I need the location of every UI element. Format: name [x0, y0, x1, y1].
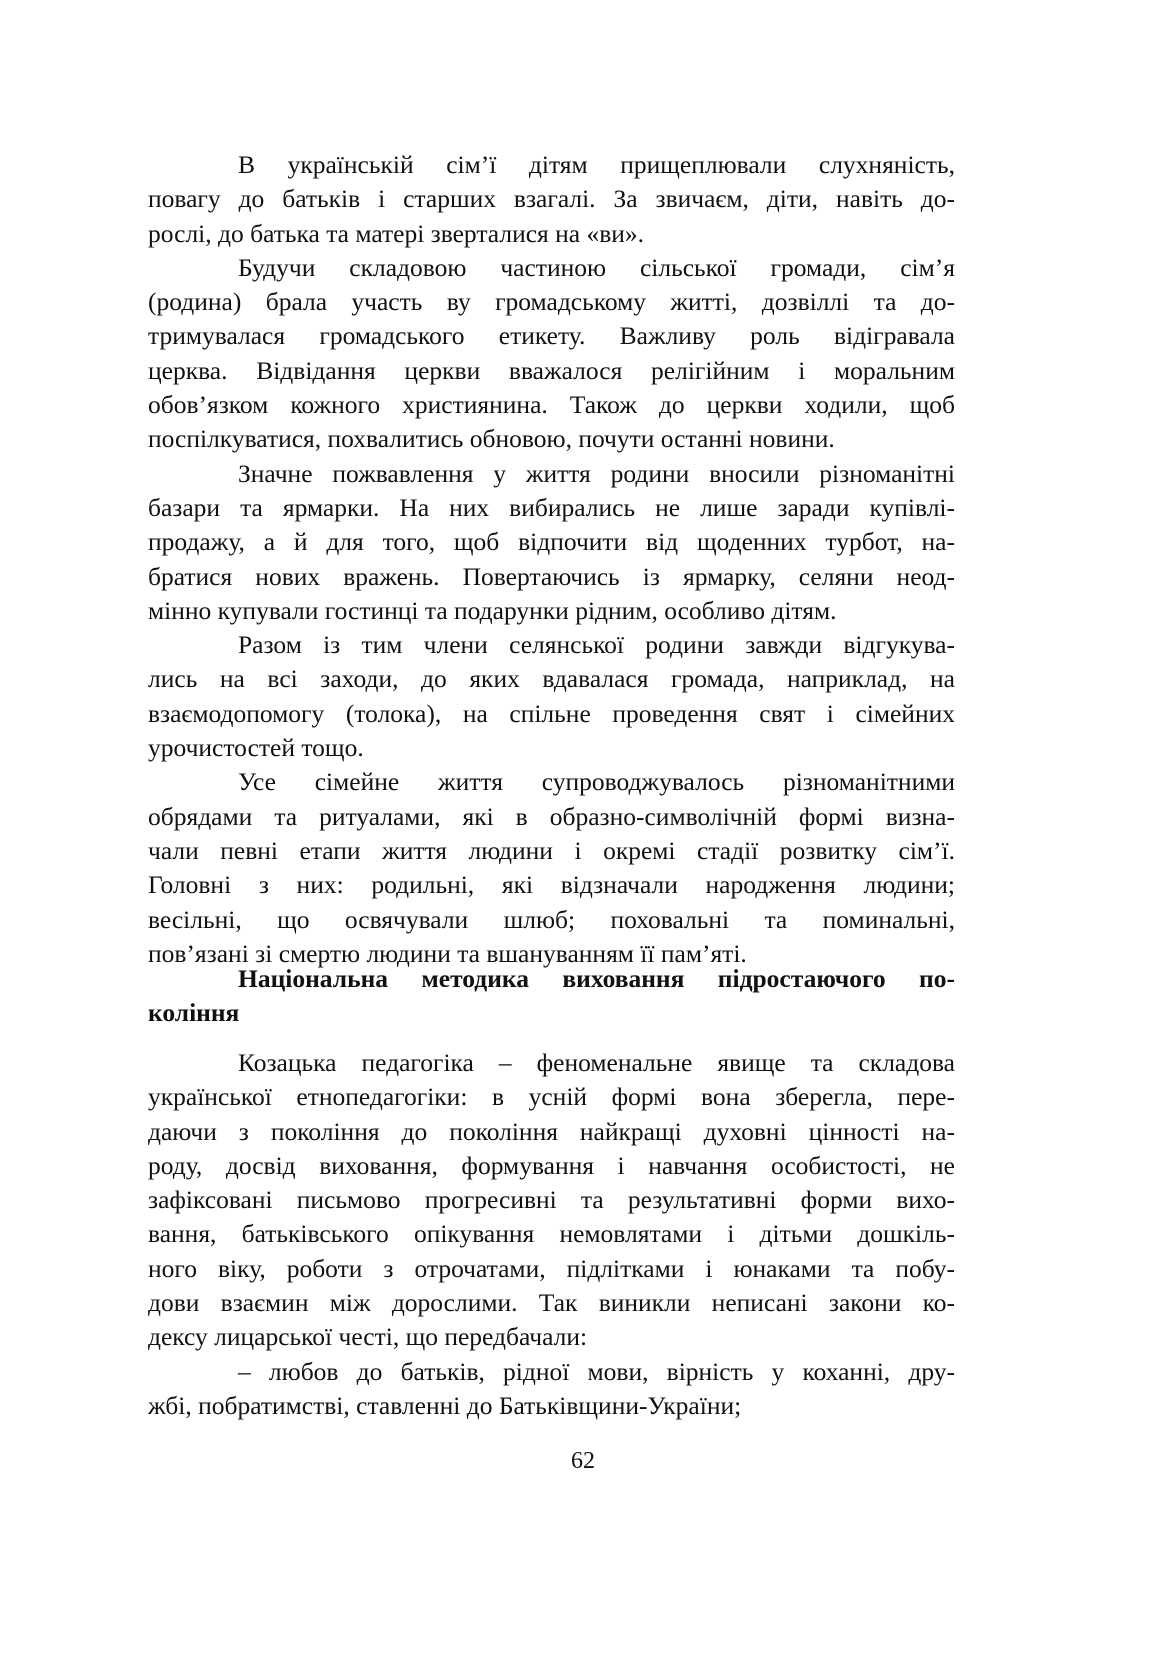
body-text-bottom [148, 1046, 955, 1423]
heading-line: Національна методика виховання підростаючого по- [238, 964, 955, 993]
text-line: обрядами та ритуалами, які в образно-символічній формі визна- [148, 801, 955, 831]
text-line: даючи з покоління до покоління найкращі духовні цінності на- [148, 1116, 955, 1146]
text-line: дови взаємин між дорослими. Так виникли неписані закони ко- [148, 1288, 955, 1318]
text-line: церква. Відвідання церкви вважалося релігійним і моральним [148, 355, 955, 385]
text-line: (родина) брала участь ву громадському житті, дозвіллі та до- [148, 287, 955, 317]
text-line: продажу, а й для того, щоб відпочити від щоденних турбот, на- [148, 527, 955, 557]
text-line: Козацька педагогіка – феноменальне явище та складова [238, 1048, 955, 1077]
text-line: Усе сімейне життя супроводжувалось різноманітними [238, 767, 955, 797]
paragraph [148, 765, 955, 971]
text-line: поспілкуватися, похвалитись обновою, почути останні новини. [148, 424, 835, 454]
text-line: роду, досвід виховання, формування і навчання особистості, не [148, 1150, 955, 1180]
text-line: тримувалася громадського етикету. Важливу роль відігравала [148, 321, 955, 351]
text-line: вання, батьківського опікування немовлятами і дітьми дошкіль- [148, 1219, 955, 1249]
text-line: В українській сім’ї дітям прищеплювали слухняність, [238, 150, 955, 179]
text-line: мінно купували гостинці та подарунки рідним, особливо дітям. [148, 595, 837, 625]
paragraph [148, 628, 955, 765]
text-line: Разом із тим члени селянської родини завжди відгукува- [238, 630, 955, 660]
text-line: Головні з них: родильні, які відзначали народження людини; [148, 870, 955, 900]
text-line: зафіксовані письмово прогресивні та результативні форми вихо- [148, 1185, 955, 1215]
text-line: базари та ярмарки. На них вибирались не лише заради купівлі- [148, 492, 955, 522]
page-number: 62 [571, 1448, 595, 1474]
paragraph [148, 1046, 955, 1355]
text-line: весільні, що освячували шлюб; поховальні та поминальні, [148, 904, 955, 934]
paragraph [148, 457, 955, 628]
paragraph [148, 148, 955, 251]
text-line: дексу лицарської честі, що передбачали: [148, 1322, 588, 1352]
text-line: лись на всі заходи, до яких вдавалася громада, наприклад, на [148, 664, 955, 694]
text-line: чали певні етапи життя людини і окремі стадії розвитку сім’ї. [148, 835, 955, 865]
text-line: обов’язком кожного християнина. Також до церкви ходили, щоб [148, 390, 955, 420]
text-line: повагу до батьків і старших взагалі. За звичаєм, діти, навіть до- [148, 184, 955, 214]
text-line: Значне пожвавлення у життя родини вносили різноманітні [238, 458, 955, 488]
text-line: братися нових вражень. Повертаючись із ярмарку, селяни неод- [148, 561, 955, 591]
section-heading [148, 962, 955, 1031]
text-line: ного віку, роботи з отрочатами, підлітками і юнаками та побу- [148, 1253, 955, 1283]
text-line: Будучи складовою частиною сільської громади, сім’я [238, 252, 955, 282]
text-line: – любов до батьків, рідної мови, вірність у коханні, дру- [238, 1356, 955, 1386]
text-line: взаємодопомогу (толока), на спільне проведення свят і сімейних [148, 698, 955, 728]
text-line: урочистостей тощо. [148, 733, 364, 763]
body-text-top [148, 148, 955, 971]
text-line: жбі, побратимстві, ставленні до Батьківщини-України; [148, 1390, 742, 1420]
text-line: пов’язані зі смертю людини та вшануванням її пам’яті. [148, 938, 747, 968]
paragraph [148, 1355, 955, 1424]
paragraph [148, 251, 955, 457]
text-line: української етнопедагогіки: в усній формі вона зберегла, пере- [148, 1082, 955, 1112]
text-line: рослі, до батька та матері зверталися на «ви». [148, 218, 645, 248]
heading-line: коління [148, 998, 240, 1028]
